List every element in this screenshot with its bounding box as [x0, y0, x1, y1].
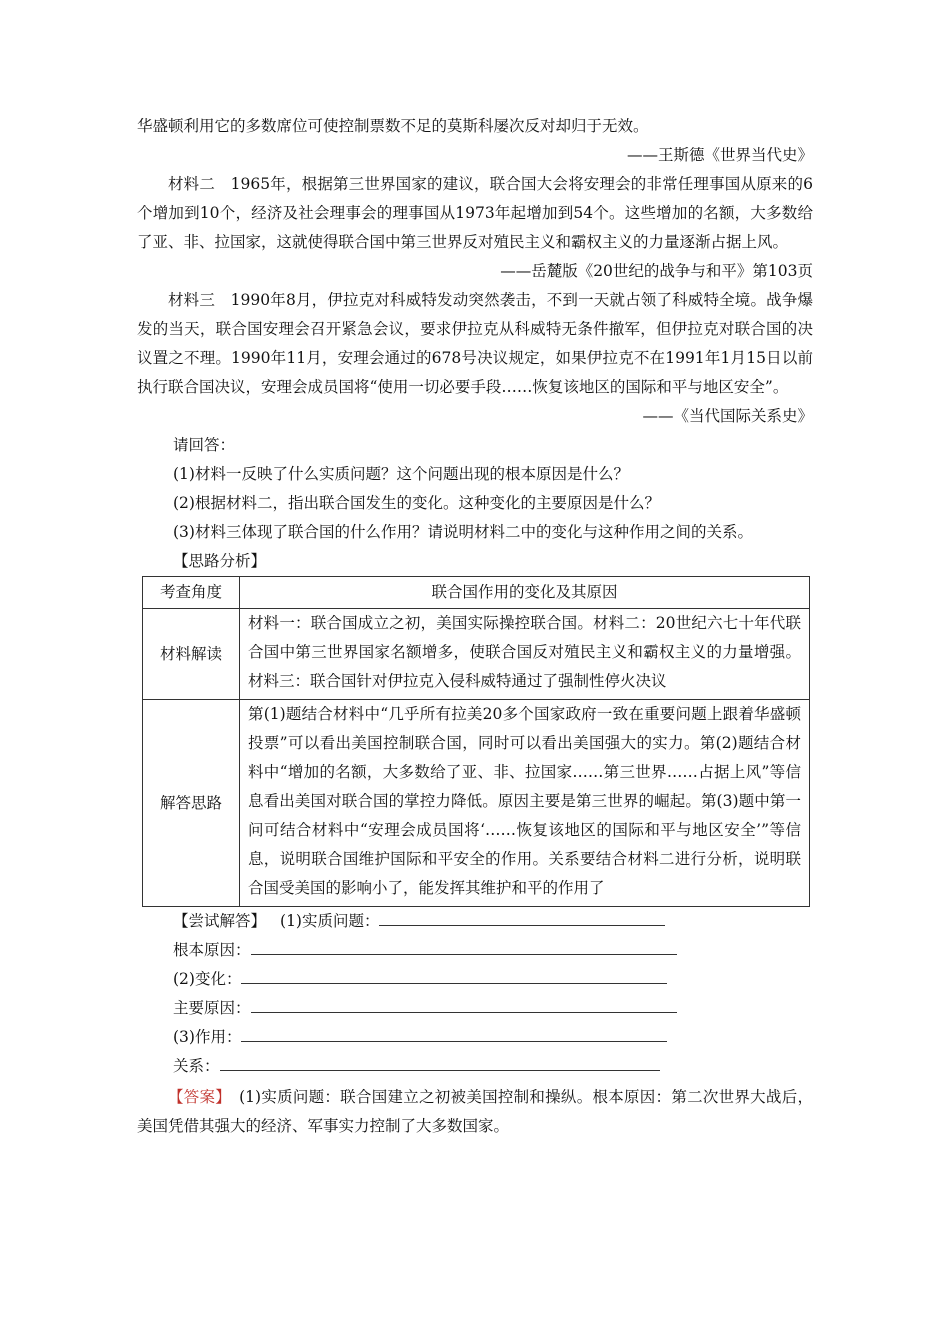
question-2: (2)根据材料二，指出联合国发生的变化。这种变化的主要原因是什么？ [173, 494, 660, 512]
source-citation-2: ——岳麓版《20世纪的战争与和平》第103页 [500, 262, 813, 280]
row-text-material: 材料一：联合国成立之初，美国实际操控联合国。材料二：20世纪六七十年代联合国中第三世界国家名额增多，使联合国反对殖民主义和霸权主义的力量增强。材料三：联合国针对伊拉克入侵科威特通过了强制性停火决议 [240, 609, 810, 700]
row-label-material: 材料解读 [143, 609, 240, 700]
row-label-approach: 解答思路 [143, 700, 240, 907]
table-header-topic: 联合国作用的变化及其原因 [240, 577, 810, 609]
question-prompt: 请回答： [173, 436, 236, 454]
row-text-approach: 第(1)题结合材料中“几乎所有拉美20多个国家政府一致在重要问题上跟着华盛顿投票”可以看出美国控制联合国，同时可以看出美国强大的实力。第(2)题结合材料中“增加的名额，大多数给了亚、非、拉国家……第三世界……占据上风”等信息看出美国对联合国的掌控力降低。原因主要是第三世界的崛起。第(3)题中第一问可结合材料中“安理会成员国将‘……恢复该地区的国际和平与地区安全’”等信息，说明联合国维护国际和平安全的作用。关系要结合材料二进行分析，说明联合国受美国的影响小了，能发挥其维护和平的作用了 [240, 700, 810, 907]
attempt-line-1 [137, 907, 813, 936]
material-2: 材料二 1965年，根据第三世界国家的建议，联合国大会将安理会的非常任理事国从原来的6个增加到10个，经济及社会理事会的理事国从1973年起增加到54个。这些增加的名额，大多数给了亚、非、拉国家，这就使得联合国中第三世界反对殖民主义和霸权主义的力量逐渐占据上风。 [137, 175, 813, 251]
attempt-line-6 [137, 1052, 813, 1081]
table-row [143, 609, 810, 700]
attempt-root-label: 根本原因： [173, 941, 251, 959]
question-1: (1)材料一反映了什么实质问题？这个问题出现的根本原因是什么？ [173, 465, 629, 483]
answer-blank-change[interactable] [241, 967, 667, 984]
answer-blank-relation[interactable] [220, 1054, 660, 1071]
answer-paragraph [137, 1083, 813, 1141]
attempt-line-5 [137, 1023, 813, 1052]
answer-tag: 【答案】 [168, 1088, 224, 1106]
material-3: 材料三 1990年8月，伊拉克对科威特发动突然袭击，不到一天就占领了科威特全境。战争爆发的当天，联合国安理会召开紧急会议，要求伊拉克从科威特无条件撤军，但伊拉克对联合国的决议置之不理。1990年11月，安理会通过的678号决议规定，如果伊拉克不在1991年1月15日以前执行联合国决议，安理会成员国将“使用一切必要手段……恢复该地区的国际和平与地区安全”。 [137, 291, 813, 396]
answer-blank-root-cause[interactable] [251, 938, 677, 955]
answer-blank-essence[interactable] [379, 909, 665, 926]
answer-blank-role[interactable] [241, 1025, 667, 1042]
intro-line: 华盛顿利用它的多数席位可使控制票数不足的莫斯科屡次反对却归于无效。 [137, 117, 649, 135]
analysis-table [142, 576, 810, 907]
source-citation-3: ——《当代国际关系史》 [642, 407, 813, 425]
table-row [143, 700, 810, 907]
table-header-angle: 考查角度 [143, 577, 240, 609]
attempt-line-4 [137, 994, 813, 1023]
attempt-heading: 【尝试解答】 [173, 912, 267, 930]
table-header-row [143, 577, 810, 609]
question-3: (3)材料三体现了联合国的什么作用？请说明材料二中的变化与这种作用之间的关系。 [173, 523, 753, 541]
answer-text: (1)实质问题：联合国建立之初被美国控制和操纵。根本原因：第二次世界大战后，美国凭借其强大的经济、军事实力控制了大多数国家。 [137, 1088, 813, 1135]
answer-blank-main-cause[interactable] [251, 996, 677, 1013]
attempt-q1-label: (1)实质问题： [280, 912, 380, 930]
attempt-line-3 [137, 965, 813, 994]
source-citation-1: ——王斯德《世界当代史》 [626, 146, 813, 164]
attempt-line-2 [137, 936, 813, 965]
attempt-q3-label: (3)作用： [173, 1028, 242, 1046]
attempt-main-label: 主要原因： [173, 999, 251, 1017]
document-page [137, 112, 813, 1141]
attempt-rel-label: 关系： [173, 1057, 220, 1075]
attempt-q2-label: (2)变化： [173, 970, 242, 988]
analysis-heading: 【思路分析】 [173, 552, 267, 570]
